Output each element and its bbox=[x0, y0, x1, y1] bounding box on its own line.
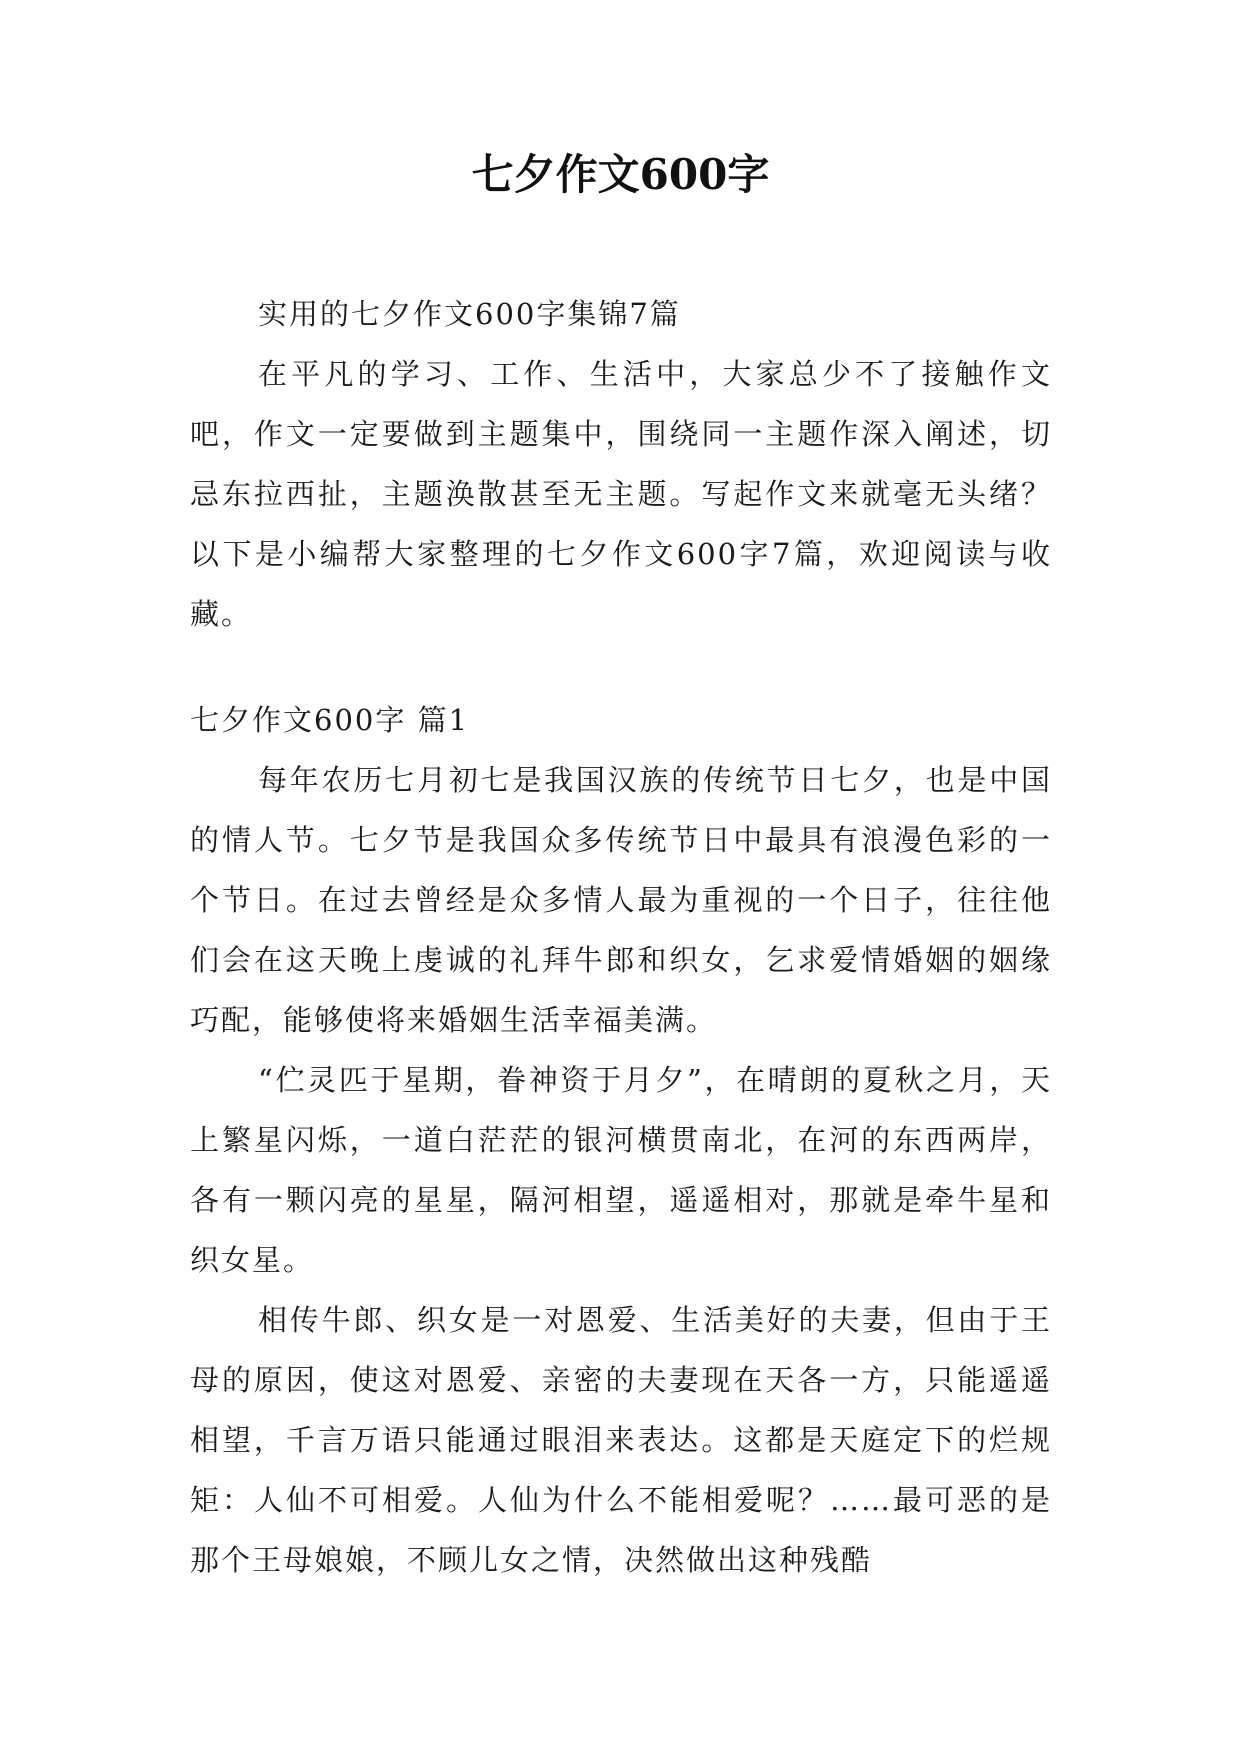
section-heading: 七夕作文600字 篇1 bbox=[190, 703, 470, 737]
body-paragraph-3: 相传牛郎、织女是一对恩爱、生活美好的夫妻，但由于王母的原因，使这对恩爱、亲密的夫妻现在天各一方，只能遥遥相望，千言万语只能通过眼泪来表达。这都是天庭定下的烂规矩：人仙不可相爱。人仙为什么不能相爱呢？……最可恶的是那个王母娘娘，不顾儿女之情，决然做出这种残酷 bbox=[190, 1303, 1052, 1577]
body-paragraph-1: 每年农历七月初七是我国汉族的传统节日七夕，也是中国的情人节。七夕节是我国众多传统节日中最具有浪漫色彩的一个节日。在过去曾经是众多情人最为重视的一个日子，往往他们会在这天晚上虔诚的礼拜牛郎和织女，乞求爱情婚姻的姻缘巧配，能够使将来婚姻生活幸福美满。 bbox=[190, 763, 1052, 1037]
document-title: 七夕作文600字 bbox=[471, 150, 770, 199]
intro-section bbox=[190, 284, 1052, 644]
intro-paragraph: 在平凡的学习、工作、生活中，大家总少不了接触作文吧，作文一定要做到主题集中，围绕同一主题作深入阐述，切忌东拉西扯，主题涣散甚至无主题。写起作文来就毫无头绪？以下是小编帮大家整理的七夕作文600字7篇，欢迎阅读与收藏。 bbox=[190, 357, 1052, 631]
body-paragraph-2: “伫灵匹于星期，眷神资于月夕”，在晴朗的夏秋之月，天上繁星闪烁，一道白茫茫的银河横贯南北，在河的东西两岸，各有一颗闪亮的星星，隔河相望，遥遥相对，那就是牵牛星和织女星。 bbox=[190, 1063, 1052, 1277]
intro-subtitle: 实用的七夕作文600字集锦7篇 bbox=[258, 297, 681, 331]
article-section bbox=[190, 690, 1052, 1590]
